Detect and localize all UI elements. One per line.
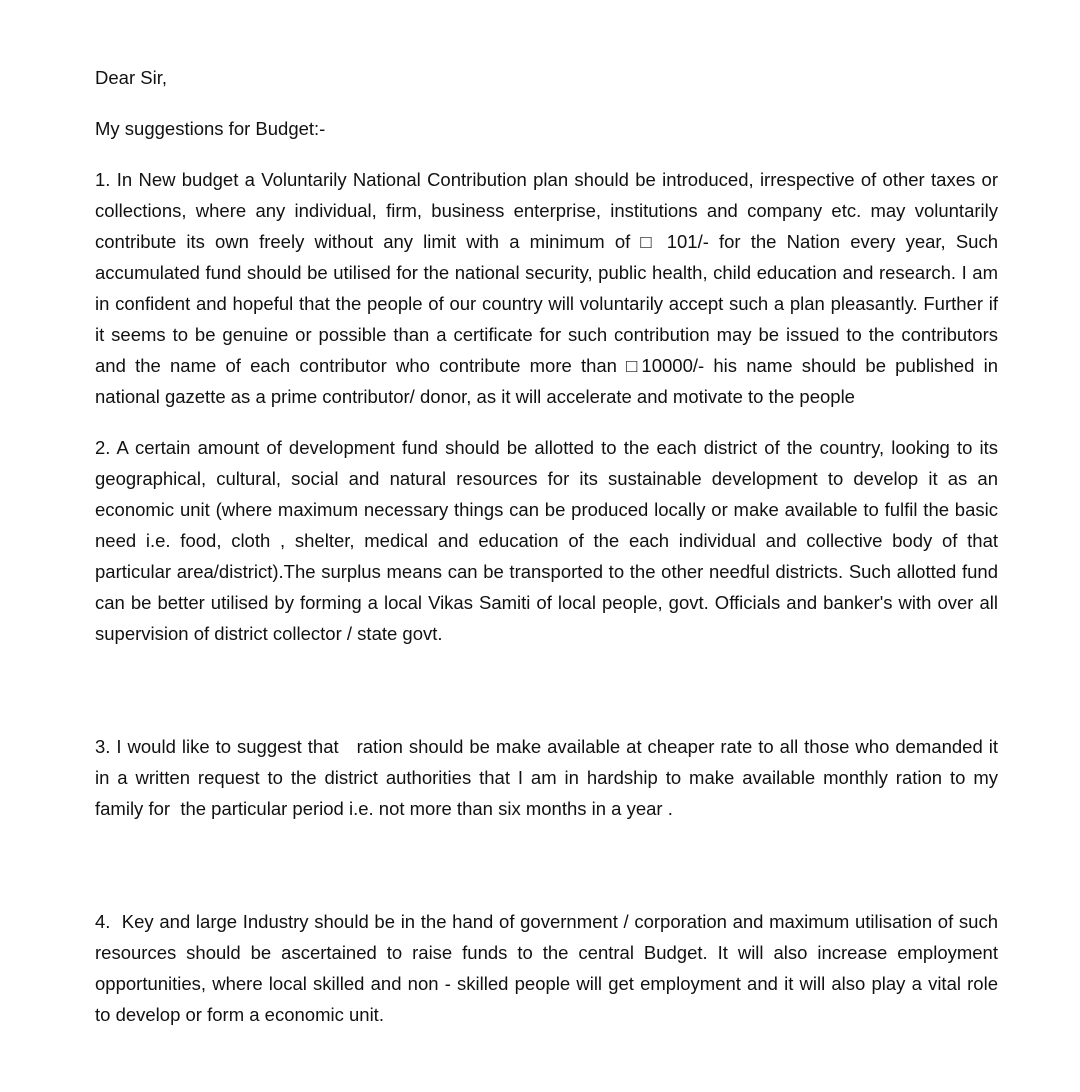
suggestion-1: 1. In New budget a Voluntarily National Contribution plan should be introduced, irrespective of other taxes or collections, where any individual, firm, business enterprise, institutions and company etc. may voluntarily contribute its own freely without any limit with a minimum of □ 101/- for the Nation every year, Such accumulated fund should be utilised for the national security, public health, child education and research. I am in confident and hopeful that the people of our country will voluntarily accept such a plan pleasantly. Further if it seems to be genuine or possible than a certificate for such contribution may be issued to the contributors and the name of each contributor who contribute more than □10000/- his name should be published in national gazette as a prime contributor/ donor, as it will accelerate and motivate to the people [95,169,998,407]
salutation: Dear Sir, [95,67,167,88]
letter-body [95,62,1004,1050]
intro-line: My suggestions for Budget:- [95,118,326,139]
suggestion-4: 4. Key and large Industry should be in the hand of government / corporation and maximum utilisation of such resources should be ascertained to raise funds to the central Budget. It will also increase employment opportunities, where local skilled and non - skilled people will get employment and it will also play a vital role to develop or form a economic unit. [95,911,1004,1025]
suggestion-2: 2. A certain amount of development fund should be allotted to the each district of the country, looking to its geographical, cultural, social and natural resources for its sustainable development to develop it as an economic unit (where maximum necessary things can be produced locally or make available to fulfil the basic need i.e. food, cloth , shelter, medical and education of the each individual and collective body of that particular area/district).The surplus means can be transported to the other needful districts. Such allotted fund can be better utilised by forming a local Vikas Samiti of local people, govt. Officials and banker's with over all supervision of district collector / state govt. [95,437,998,644]
suggestion-3: 3. I would like to suggest that ration should be make available at cheaper rate to all those who demanded it in a written request to the district authorities that I am in hardship to make available monthly ration to my family for the particular period i.e. not more than six months in a year . [95,736,1004,819]
